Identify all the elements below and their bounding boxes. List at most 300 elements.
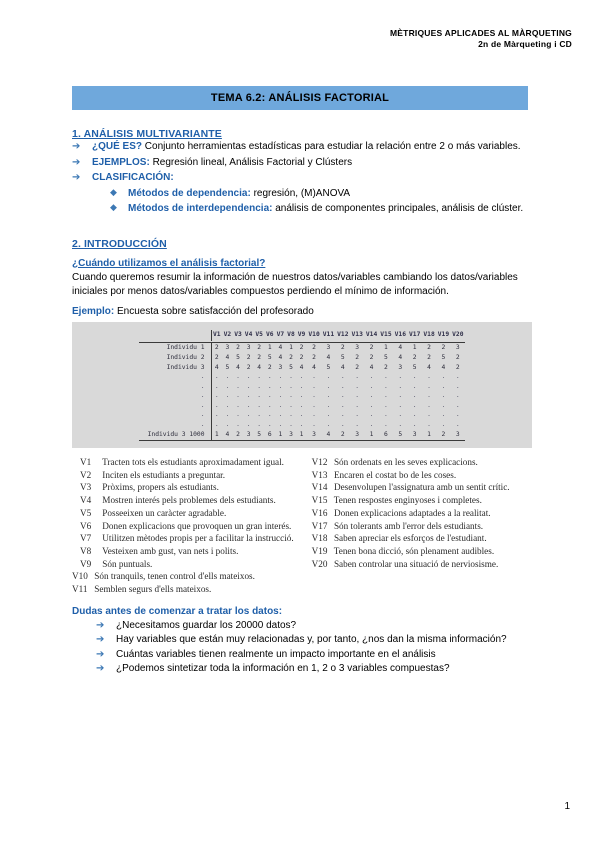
table-cell: .	[384, 382, 388, 390]
section-1-heading: 1. ANÁLISIS MULTIVARIANTE	[72, 128, 222, 140]
table-cell: .	[340, 382, 345, 390]
table-cell: .	[326, 411, 331, 419]
table-cell: .	[427, 392, 431, 400]
variable-text: Vesteixen amb gust, van nets i polits.	[100, 545, 239, 556]
table-cell: .	[355, 401, 360, 409]
table-column-header: V13	[351, 330, 363, 338]
bullet-label: CLASIFICACIÓN:	[92, 172, 174, 183]
variable-legend-item	[72, 469, 294, 482]
table-cell: .	[441, 392, 446, 400]
table-cell: 5	[412, 363, 417, 371]
table-cell: .	[441, 420, 446, 428]
table-cell: 1	[384, 344, 388, 352]
table-cell: 6	[384, 430, 388, 438]
table-cell: 2	[289, 354, 293, 361]
table-cell: 2	[412, 354, 417, 361]
example-text: Encuesta sobre satisfacción del profesorado	[114, 305, 314, 317]
table-cell: .	[214, 382, 219, 390]
table-row-label: Individu 3 1000	[139, 430, 211, 441]
variable-text: Són tranquils, tenen control d'ells mateixos.	[92, 571, 255, 582]
variable-number: V4	[80, 495, 92, 506]
section-2-heading: 2. INTRODUCCIÓN	[72, 237, 167, 250]
dudas-list	[72, 619, 532, 676]
variable-legend-item	[312, 545, 532, 558]
table-cell: 4	[326, 354, 331, 361]
table-cell: .	[441, 411, 446, 419]
table-cell: 4	[299, 363, 304, 371]
table-column-header: V11	[322, 330, 335, 338]
variable-text: Semblen segurs d'ells mateixos.	[92, 583, 212, 594]
variable-legend-item	[72, 520, 294, 533]
table-cell: 2	[267, 363, 272, 371]
variable-legend-item	[72, 494, 294, 507]
section-2-question: ¿Cuándo utilizamos el análisis factorial?	[72, 257, 266, 269]
table-row	[139, 401, 465, 411]
table-row-label: Individu 1	[139, 343, 211, 353]
table-cell: 4	[236, 363, 240, 371]
table-cell: 2	[312, 344, 316, 352]
table-cell: .	[278, 373, 283, 381]
table-cell: .	[257, 373, 262, 381]
table-cell: .	[412, 382, 417, 390]
list-item	[110, 187, 532, 201]
list-item	[96, 648, 532, 662]
variable-legend-item	[72, 532, 294, 545]
table-cell: .	[441, 373, 446, 381]
table-cell: .	[355, 373, 360, 381]
arrow-icon: ➔	[96, 663, 105, 675]
table-cell: .	[236, 382, 240, 390]
variable-legend-item	[72, 481, 294, 494]
table-cell: .	[236, 373, 240, 381]
variable-legend-item	[312, 532, 532, 545]
table-cell: 4	[326, 430, 331, 438]
table-cell: .	[427, 420, 431, 428]
table-cell: .	[278, 392, 283, 400]
table-cell: .	[312, 392, 316, 400]
table-column-header: V1	[213, 330, 221, 338]
table-cell: .	[455, 373, 460, 381]
table-cell: .	[427, 401, 431, 409]
table-cell: 5	[384, 354, 388, 361]
table-cell: .	[236, 420, 240, 428]
table-cell: .	[289, 420, 293, 428]
table-cell: 2	[214, 354, 219, 361]
table-cell: .	[299, 401, 304, 409]
table-cell: .	[257, 411, 262, 419]
table-cell: .	[398, 373, 403, 381]
table-cell: 4	[214, 363, 219, 371]
table-cell: 1	[412, 344, 417, 352]
table-cell: 2	[257, 354, 262, 361]
table-cell: 3	[312, 430, 316, 438]
table-cell: 5	[236, 354, 240, 361]
table-cell: .	[312, 382, 316, 390]
course-title: MÈTRIQUES APLICADES AL MÀRQUETING	[390, 28, 572, 38]
table-cell: 3	[289, 430, 293, 438]
table-cell: .	[427, 411, 431, 419]
table-cell: 2	[214, 344, 219, 352]
table-cell: 3	[278, 363, 283, 371]
table-row	[139, 391, 465, 401]
table-cell: .	[384, 420, 388, 428]
variable-text: Són tolerants amb l'error dels estudiants.	[331, 520, 484, 531]
variable-text: Tracten tots els estudiants aproximadament igual.	[100, 457, 284, 468]
table-cell: 3	[326, 344, 331, 352]
table-cell: 2	[455, 363, 460, 371]
duda-text: Hay variables que están muy relacionadas y, por tanto, ¿nos dan la misma información?	[116, 634, 507, 646]
variable-legend-item	[312, 481, 532, 494]
course-subtitle: 2n de Màrqueting i CD	[478, 39, 572, 50]
table-cell: .	[369, 401, 374, 409]
table-row-label: Individu 3	[139, 363, 211, 373]
table-cell: 4	[340, 363, 345, 371]
variable-number: V17	[311, 520, 328, 531]
list-item	[72, 140, 532, 154]
table-cell: 1	[278, 430, 283, 438]
variable-number: V16	[311, 507, 328, 518]
variable-number: V13	[311, 469, 328, 480]
table-cell: 3	[246, 344, 251, 352]
table-cell: 4	[278, 344, 283, 352]
table-cell: .	[267, 382, 272, 390]
table-cell: .	[398, 382, 403, 390]
table-cell: 5	[326, 363, 331, 371]
table-cell: 4	[398, 344, 403, 352]
table-cell: .	[340, 420, 345, 428]
variable-text: Saben apreciar els esforços de l'estudiant.	[331, 533, 487, 544]
table-cell: 5	[289, 363, 293, 371]
table-cell: 5	[225, 363, 230, 371]
duda-text: ¿Podemos sintetizar toda la información en 1, 2 o 3 variables compuestas?	[116, 663, 450, 675]
table-cell: .	[289, 373, 293, 381]
table-cell: .	[369, 382, 374, 390]
table-cell: .	[246, 411, 251, 419]
table-cell: 2	[369, 344, 374, 352]
table-cell: .	[267, 401, 272, 409]
table-cell: 3	[225, 344, 230, 352]
variable-text: Desenvolupen l'assignatura amb un sentit crític.	[331, 482, 510, 493]
variable-legend-item	[72, 545, 294, 558]
variable-legend-left-column	[72, 456, 294, 596]
table-cell: .	[267, 392, 272, 400]
table-cell: 2	[299, 344, 304, 352]
arrow-icon: ➔	[96, 634, 105, 646]
table-cell: .	[246, 392, 251, 400]
table-column-header: V18	[423, 330, 435, 338]
table-cell: .	[267, 411, 272, 419]
variable-text: Mostren interés pels problemes dels estudiants.	[100, 495, 276, 506]
table-cell: .	[299, 392, 304, 400]
diamond-icon: ◆	[110, 202, 117, 212]
table-cell: .	[225, 392, 230, 400]
table-cell: .	[225, 401, 230, 409]
variable-legend-item	[72, 507, 294, 520]
table-cell: .	[278, 401, 283, 409]
table-cell: 3	[355, 344, 360, 352]
table-cell: 3	[246, 430, 251, 438]
table-cell: 2	[340, 344, 345, 352]
section-2-body	[72, 258, 532, 317]
table-cell: .	[246, 420, 251, 428]
table-cell: .	[257, 420, 262, 428]
table-cell: .	[278, 411, 283, 419]
table-cell: .	[299, 411, 304, 419]
table-cell: .	[441, 382, 446, 390]
diamond-icon: ◆	[110, 186, 117, 197]
table-cell: .	[326, 382, 331, 390]
table-cell: 1	[289, 344, 293, 352]
table-cell: 2	[441, 430, 446, 438]
table-cell: 3	[398, 363, 403, 371]
list-item	[96, 619, 532, 633]
table-bottom-rule	[139, 441, 465, 443]
table-row	[139, 363, 465, 373]
table-column-header: V15	[380, 330, 392, 338]
variable-text: Són puntuals.	[100, 558, 153, 569]
variable-legend-item	[72, 456, 294, 469]
duda-text: ¿Necesitamos guardar los 20000 datos?	[116, 619, 297, 631]
duda-text: Cuántas variables tienen realmente un impacto importante en el análisis	[116, 648, 436, 660]
variable-legend-item	[312, 507, 532, 520]
table-cell: .	[214, 373, 219, 381]
table-cell: .	[384, 373, 388, 381]
table-cell: 6	[267, 430, 272, 438]
table-cell: 5	[267, 354, 272, 361]
table-cell: 2	[312, 354, 316, 361]
table-cell: 2	[355, 354, 360, 361]
table-column-header: V8	[287, 330, 295, 338]
variable-text: Tenen respostes enginyoses i completes.	[331, 495, 482, 506]
table-column-header: V2	[223, 330, 232, 338]
example-label: Ejemplo:	[72, 305, 115, 317]
table-cell: 2	[236, 430, 240, 438]
table-cell: 2	[246, 363, 251, 371]
section-1-bullet-list	[72, 140, 532, 185]
table-row-label: .	[139, 372, 211, 382]
variable-text: Saben controlar una situació de nerviosisme.	[331, 558, 499, 569]
table-cell: 2	[441, 344, 446, 352]
topic-title-banner	[72, 86, 528, 110]
table-cell: .	[398, 401, 403, 409]
page-number: 1	[564, 801, 570, 812]
table-cell: .	[412, 401, 417, 409]
variable-number: V14	[311, 482, 328, 493]
table-cell: .	[312, 411, 316, 419]
table-cell: 1	[427, 430, 431, 438]
variable-number: V5	[80, 507, 92, 518]
table-cell: .	[278, 382, 283, 390]
table-column-header: V20	[452, 330, 464, 338]
table-column-header: V10	[308, 330, 320, 338]
table-cell: 2	[455, 354, 460, 361]
table-cell: .	[289, 392, 293, 400]
table-column-header: V19	[437, 330, 450, 338]
table-cell: 4	[278, 354, 283, 361]
table-cell: 1	[299, 430, 304, 438]
table-column-header: V5	[255, 330, 263, 338]
variable-number: V6	[80, 520, 92, 531]
table-cell: 4	[225, 430, 230, 438]
table-row-label: .	[139, 420, 211, 430]
variable-number: V11	[72, 583, 88, 594]
dudas-section	[72, 606, 532, 676]
variable-legend	[72, 456, 532, 596]
variable-legend-right-column	[312, 456, 532, 596]
table-cell: .	[312, 401, 316, 409]
bullet-text: Regresión lineal, Análisis Factorial y Clústers	[149, 156, 353, 168]
table-cell: 4	[441, 363, 446, 371]
table-row	[139, 353, 465, 363]
table-cell: 2	[427, 344, 431, 352]
arrow-icon: ➔	[96, 648, 105, 660]
table-column-header: V14	[365, 330, 378, 338]
table-cell: .	[340, 373, 345, 381]
table-cell: .	[257, 401, 262, 409]
table-cell: .	[225, 420, 230, 428]
variable-legend-item	[312, 520, 532, 533]
table-cell: .	[214, 392, 219, 400]
table-row-label: .	[139, 410, 211, 420]
table-cell: .	[455, 401, 460, 409]
table-cell: .	[326, 420, 331, 428]
table-cell: 4	[369, 363, 374, 371]
table-cell: .	[455, 382, 460, 390]
section-1-sub-bullet-list	[72, 187, 532, 216]
table-head	[139, 330, 465, 342]
arrow-icon: ➔	[72, 141, 81, 152]
table-row-label: .	[139, 391, 211, 401]
table-row-label: Individu 2	[139, 353, 211, 363]
table-cell: .	[299, 373, 304, 381]
variable-text: Donen explicacions adaptades a la realitat.	[331, 507, 491, 518]
variable-number: V2	[80, 469, 92, 480]
table-cell: .	[398, 392, 403, 400]
table-cell: 2	[236, 344, 240, 352]
table-column-header: V17	[408, 330, 421, 338]
variable-number: V19	[311, 545, 328, 556]
variable-text: Pròxims, propers als estudiants.	[100, 482, 219, 493]
table-cell: .	[412, 420, 417, 428]
table-cell: .	[398, 420, 403, 428]
table-cell: 2	[246, 354, 251, 361]
table-cell: .	[355, 392, 360, 400]
variable-number: V8	[80, 545, 92, 556]
table-cell: 4	[225, 354, 230, 361]
table-row	[139, 372, 465, 382]
variable-legend-item	[312, 469, 532, 482]
list-item	[72, 171, 532, 185]
table-cell: .	[369, 392, 374, 400]
table-cell: 2	[355, 363, 360, 371]
table-cell: 5	[340, 354, 345, 361]
table-cell: .	[312, 373, 316, 381]
table-column-header: V6	[265, 330, 274, 338]
variable-legend-item	[72, 570, 294, 583]
bullet-label: ¿QUÉ ES?	[92, 141, 143, 152]
table-corner-cell	[139, 330, 211, 342]
rule-cell	[139, 441, 465, 443]
table-row-label: .	[139, 382, 211, 392]
variable-number: V1	[80, 457, 92, 468]
variable-legend-item	[312, 456, 532, 469]
table-row	[139, 430, 465, 441]
table-cell: .	[340, 392, 345, 400]
table-cell: .	[369, 411, 374, 419]
arrow-icon: ➔	[72, 172, 81, 183]
sub-bullet-label: Métodos de dependencia:	[128, 187, 251, 199]
table-cell: .	[214, 401, 219, 409]
section-2-paragraph: Cuando queremos resumir la información de nuestros datos/variables cambiando los datos/variables iniciales por menos datos/variables compuestos perdiendo el mínimo de información.	[72, 271, 518, 297]
table-cell: 4	[398, 354, 403, 361]
variable-text: Encaren el costat bo de les coses.	[331, 469, 457, 480]
sub-bullet-label: Métodos de interdependencia:	[128, 203, 273, 214]
table-row	[139, 343, 465, 353]
variable-legend-item	[312, 558, 532, 571]
table-row-label: .	[139, 401, 211, 411]
table-row	[139, 410, 465, 420]
table-cell: 2	[340, 430, 345, 438]
table-cell: .	[246, 373, 251, 381]
table-cell: .	[369, 420, 374, 428]
table-cell: 3	[455, 344, 460, 352]
table-cell: 3	[355, 430, 360, 438]
table-cell: 2	[299, 354, 304, 361]
variable-number: V9	[80, 558, 92, 569]
table-column-header: V9	[297, 330, 306, 338]
table-cell: .	[214, 420, 219, 428]
table-cell: .	[441, 401, 446, 409]
variable-text: Inciten els estudiants a preguntar.	[100, 469, 226, 480]
table-cell: .	[455, 392, 460, 400]
list-item	[72, 156, 532, 170]
dudas-heading: Dudas antes de comenzar a tratar los datos:	[72, 605, 283, 617]
table-column-header: V16	[394, 330, 406, 338]
table-cell: 2	[384, 363, 388, 371]
table-cell: 2	[369, 354, 374, 361]
survey-data-table-block	[72, 322, 532, 448]
table-cell: 5	[398, 430, 403, 438]
variable-number: V18	[311, 533, 328, 544]
sub-bullet-text: análisis de componentes principales, análisis de clúster.	[272, 203, 524, 214]
variable-text: Utilitzen mètodes propis per a facilitar la instrucció.	[100, 533, 294, 544]
list-item	[96, 662, 532, 676]
table-cell: .	[326, 373, 331, 381]
table-cell: 1	[267, 344, 272, 352]
table-row	[139, 382, 465, 392]
table-column-header: V12	[337, 330, 349, 338]
arrow-icon: ➔	[96, 619, 105, 631]
variable-number: V7	[80, 533, 92, 544]
table-cell: .	[326, 392, 331, 400]
table-cell: .	[455, 420, 460, 428]
table-cell: .	[267, 373, 272, 381]
table-cell: .	[267, 420, 272, 428]
table-cell: .	[355, 382, 360, 390]
bullet-label: EJEMPLOS:	[92, 156, 150, 168]
table-cell: .	[412, 373, 417, 381]
table-cell: .	[299, 382, 304, 390]
table-cell: .	[257, 392, 262, 400]
table-cell: .	[340, 411, 345, 419]
table-cell: 5	[441, 354, 446, 361]
variable-text: Tenen bona dicció, són plenament audibles.	[331, 545, 495, 556]
table-cell: .	[369, 373, 374, 381]
variable-number: V3	[80, 482, 92, 493]
table-cell: .	[340, 401, 345, 409]
table-cell: .	[384, 401, 388, 409]
variable-legend-item	[72, 583, 294, 596]
